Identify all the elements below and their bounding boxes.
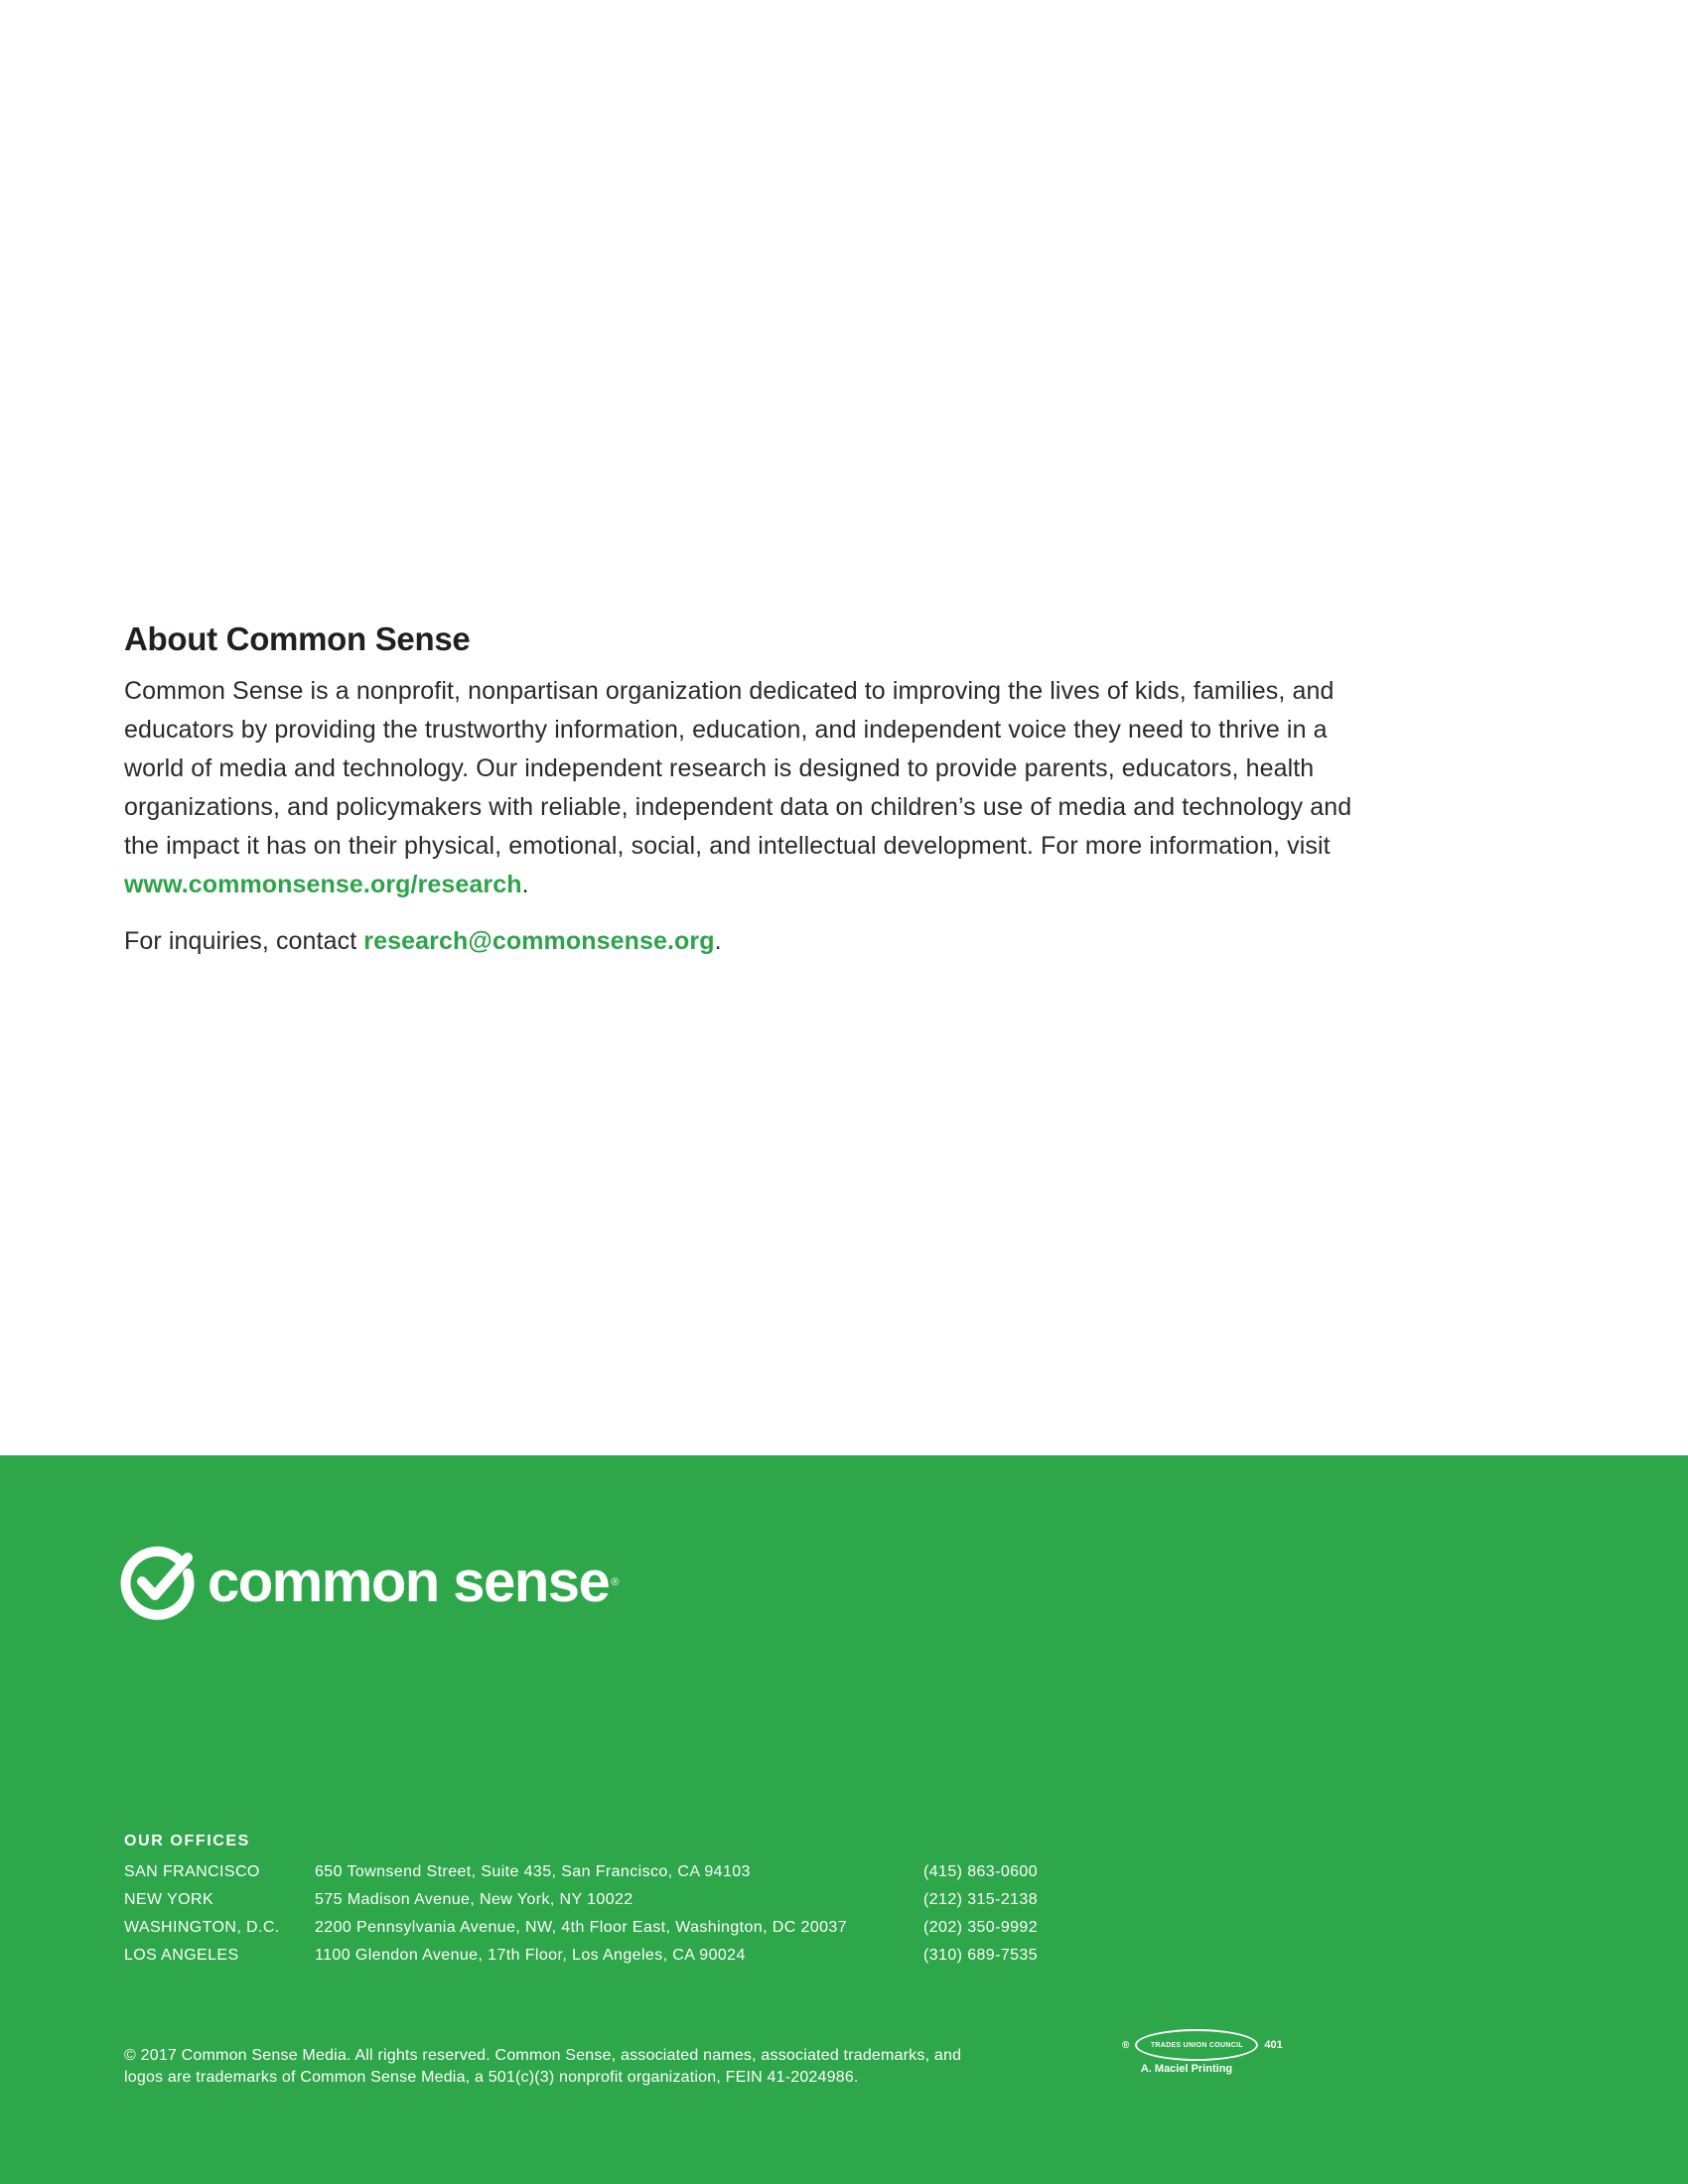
offices-title: OUR OFFICES — [124, 1833, 250, 1849]
contact-end: . — [714, 927, 722, 955]
common-sense-logo — [118, 1543, 619, 1622]
contact-prefix: For inquiries, contact — [124, 927, 364, 955]
copyright-line-2: logos are trademarks of Common Sense Media, a 501(c)(3) nonprofit organization, FEIN 41-2024986. — [124, 2069, 859, 2086]
office-address: 2200 Pennsylvania Avenue, NW, 4th Floor East, Washington, DC 20037 — [315, 1919, 848, 1936]
logo-wordmark: common sense — [208, 1550, 610, 1614]
about-body-text: Common Sense is a nonprofit, nonpartisan organization dedicated to improving the lives of kids, families, and educators by providing the trustworthy information, education, and independent voice they need to thrive in a world of media and technology. Our independent research is designed to provide parents, educators, health organizations, and policymakers with reliable, independent data on children’s use of media and technology and the impact it has on their physical, emotional, social, and intellectual development. For more information, visit — [124, 677, 1352, 860]
research-link[interactable]: www.commonsense.org/research — [124, 871, 522, 898]
union-bug-oval — [1135, 2029, 1258, 2061]
offices-block — [124, 1833, 1082, 1970]
union-bug-mark — [1122, 2029, 1291, 2075]
union-bug-label: TRADES UNION COUNCIL — [1150, 2041, 1243, 2049]
union-bug-number: 401 — [1264, 2039, 1283, 2051]
about-body — [124, 672, 1355, 904]
office-phone: (415) 863-0600 — [923, 1863, 1039, 1880]
office-address: 575 Madison Avenue, New York, NY 10022 — [315, 1891, 633, 1908]
about-body-end: . — [521, 871, 529, 898]
office-row — [124, 1858, 1082, 1886]
office-address: 650 Townsend Street, Suite 435, San Francisco, CA 94103 — [315, 1863, 751, 1880]
office-city: SAN FRANCISCO — [124, 1863, 260, 1880]
printer-name: A. Maciel Printing — [1140, 2063, 1233, 2075]
contact-email-link[interactable]: research@commonsense.org — [363, 927, 715, 955]
union-registered-mark: ® — [1122, 2039, 1130, 2051]
union-bug-row — [1122, 2029, 1291, 2061]
about-heading: About Common Sense — [124, 620, 471, 657]
office-row — [124, 1886, 1082, 1914]
copyright-line-1: © 2017 Common Sense Media. All rights reserved. Common Sense, associated names, associated trademarks, and — [124, 2047, 962, 2064]
checkmark-circle-icon — [118, 1544, 196, 1621]
office-row — [124, 1914, 1082, 1942]
office-city: LOS ANGELES — [124, 1947, 239, 1964]
registered-mark: ® — [611, 1576, 620, 1588]
about-section — [124, 620, 1355, 961]
office-phone: (310) 689-7535 — [923, 1947, 1039, 1964]
office-phone: (202) 350-9992 — [923, 1919, 1039, 1936]
contact-line — [124, 922, 1355, 961]
office-city: WASHINGTON, D.C. — [124, 1919, 280, 1936]
office-phone: (212) 315-2138 — [923, 1891, 1039, 1908]
office-city: NEW YORK — [124, 1891, 214, 1908]
office-row — [124, 1942, 1082, 1970]
copyright-notice — [124, 2045, 1077, 2089]
office-address: 1100 Glendon Avenue, 17th Floor, Los Angeles, CA 90024 — [315, 1947, 746, 1964]
green-footer — [0, 1455, 1688, 2184]
